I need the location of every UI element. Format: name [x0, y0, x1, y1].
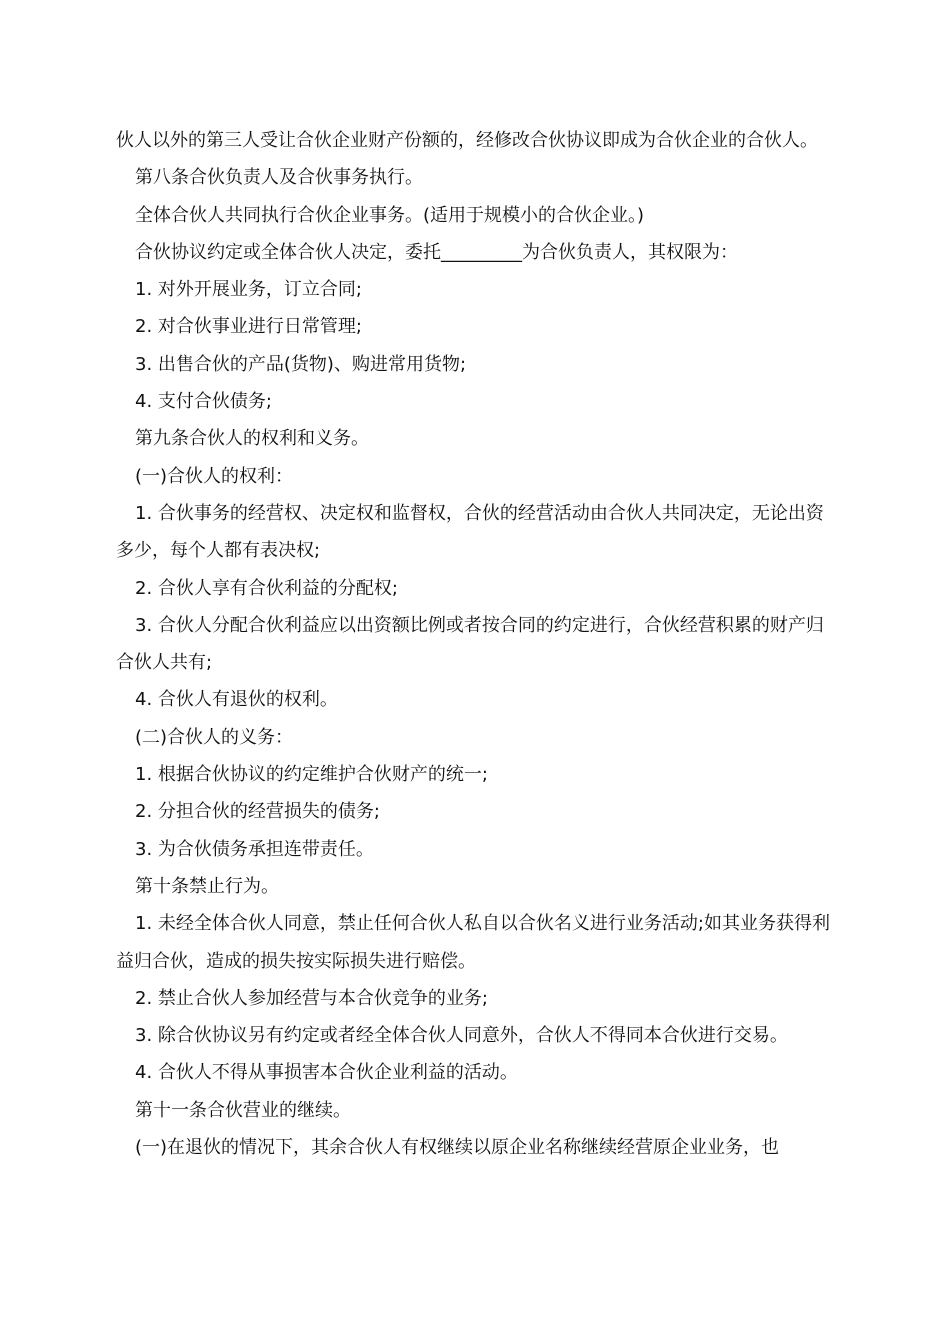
- document-paragraph: 4. 合伙人不得从事损害本合伙企业利益的活动。: [135, 1062, 518, 1084]
- document-paragraph: 第十一条合伙营业的继续。: [135, 1099, 351, 1121]
- document-paragraph: 合伙协议约定或全体合伙人决定，委托_________为合伙负责人，其权限为：: [135, 241, 738, 263]
- document-paragraph: 2. 对合伙事业进行日常管理;: [135, 316, 362, 338]
- document-paragraph: 1. 未经全体合伙人同意，禁止任何合伙人私自以合伙名义进行业务活动;如其业务获得利益归合伙，造成的损失按实际损失进行赔偿。: [116, 913, 830, 972]
- document-paragraph: 1. 对外开展业务，订立合同;: [135, 279, 362, 301]
- document-paragraph: 3. 除合伙协议另有约定或者经全体合伙人同意外，合伙人不得同本合伙进行交易。: [135, 1025, 788, 1047]
- document-paragraph: 2. 禁止合伙人参加经营与本合伙竞争的业务;: [135, 987, 488, 1009]
- document-paragraph: 1. 合伙事务的经营权、决定权和监督权，合伙的经营活动由合伙人共同决定，无论出资多少，每个人都有表决权;: [116, 502, 824, 562]
- document-paragraph: 3. 合伙人分配合伙利益应以出资额比例或者按合同的约定进行，合伙经营积累的财产归合伙人共有;: [116, 614, 824, 674]
- document-paragraph: 4. 支付合伙债务;: [135, 391, 272, 413]
- document-paragraph: 3. 出售合伙的产品(货物)、购进常用货物;: [135, 353, 467, 375]
- document-paragraph: 第九条合伙人的权利和义务。: [135, 428, 369, 450]
- document-paragraph: (一)在退伙的情况下，其余合伙人有权继续以原企业名称继续经营原企业业务，也: [135, 1137, 780, 1159]
- document-paragraph: 4. 合伙人有退伙的权利。: [135, 689, 338, 711]
- document-paragraph: 第十条禁止行为。: [135, 875, 279, 897]
- document-paragraph: 全体合伙人共同执行合伙企业事务。(适用于规模小的合伙企业。): [135, 204, 645, 226]
- document-paragraph: 1. 根据合伙协议的约定维护合伙财产的统一;: [135, 764, 488, 786]
- document-paragraph: (一)合伙人的权利：: [135, 465, 294, 487]
- document-paragraph: (二)合伙人的义务：: [135, 726, 294, 748]
- document-paragraph: 2. 合伙人享有合伙利益的分配权;: [135, 577, 398, 599]
- document-paragraph: 2. 分担合伙的经营损失的债务;: [135, 801, 380, 823]
- document-paragraph: 第八条合伙负责人及合伙事务执行。: [135, 167, 423, 189]
- document-body: [116, 122, 836, 1166]
- document-paragraph: 伙人以外的第三人受让合伙企业财产份额的，经修改合伙协议即成为合伙企业的合伙人。: [116, 130, 818, 151]
- document-paragraph: 3. 为合伙债务承担连带责任。: [135, 838, 374, 860]
